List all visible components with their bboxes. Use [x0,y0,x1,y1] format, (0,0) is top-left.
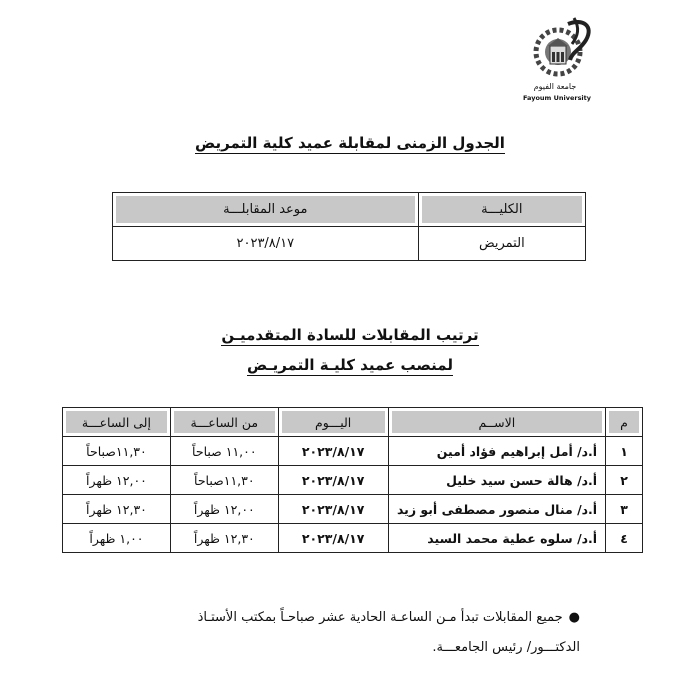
row-index: ١ [606,437,643,466]
logo-arabic-name: جامعة الفيوم [533,82,577,91]
row-index: ٤ [606,524,643,553]
applicant-name: أ.د/ منال منصور مصطفى أبو زيد [388,495,606,524]
note-paragraph [150,603,580,663]
col-index-header: م [606,408,643,437]
time-to: ١٢,٣٠ ظهراً [63,495,171,524]
time-to: ١١,٣٠صباحاً [63,437,171,466]
page-title: الجدول الزمنى لمقابلة عميد كلية التمريض [195,134,505,152]
university-logo [528,14,598,78]
interview-day: ٢٠٢٣/٨/١٧ [278,495,388,524]
time-from: ١١,٣٠صباحاً [170,466,278,495]
faculty-cell: التمريض [418,227,585,261]
interview-day: ٢٠٢٣/٨/١٧ [278,466,388,495]
note-line-1: جميع المقابلات تبدأ مـن الساعـة الحادية عشر صباحـاً بمكتب الأستـاذ [197,610,563,625]
schedule-header-row [63,408,643,437]
schedule-title: ترتيب المقابلات للسادة المتقدميـن [221,326,479,344]
applicant-name: أ.د/ هالة حسن سيد خليل [388,466,606,495]
time-from: ١٢,٣٠ ظهراً [170,524,278,553]
time-to: ١٢,٠٠ ظهراً [63,466,171,495]
schedule-subtitle: لمنصب عميد كليـة التمريـض [247,356,453,374]
interview-day: ٢٠٢٣/٨/١٧ [278,524,388,553]
table-row [63,437,643,466]
time-from: ١١,٠٠ صباحاً [170,437,278,466]
faculty-header: الكليـــة [418,193,585,227]
applicant-name: أ.د/ أمل إبراهيم فؤاد أمين [388,437,606,466]
table-row [63,495,643,524]
col-day-header: اليـــوم [278,408,388,437]
row-index: ٣ [606,495,643,524]
table-row [63,524,643,553]
logo-english-name: Fayoum University [522,94,592,102]
table-row [63,466,643,495]
note-line-2: الدكتـــور/ رئيس الجامعـــة. [432,640,580,655]
applicant-name: أ.د/ سلوه عطية محمد السيد [388,524,606,553]
schedule-table [62,407,643,553]
col-from-header: من الساعـــة [170,408,278,437]
bullet-icon: ● [568,610,580,625]
col-to-header: إلى الساعـــة [63,408,171,437]
time-from: ١٢,٠٠ ظهراً [170,495,278,524]
interview-date-header: موعد المقابلـــة [113,193,419,227]
col-name-header: الاســم [388,408,606,437]
interview-day: ٢٠٢٣/٨/١٧ [278,437,388,466]
interview-date-cell: ٢٠٢٣/٨/١٧ [113,227,419,261]
row-index: ٢ [606,466,643,495]
time-to: ١,٠٠ ظهراً [63,524,171,553]
faculty-table [112,192,586,261]
